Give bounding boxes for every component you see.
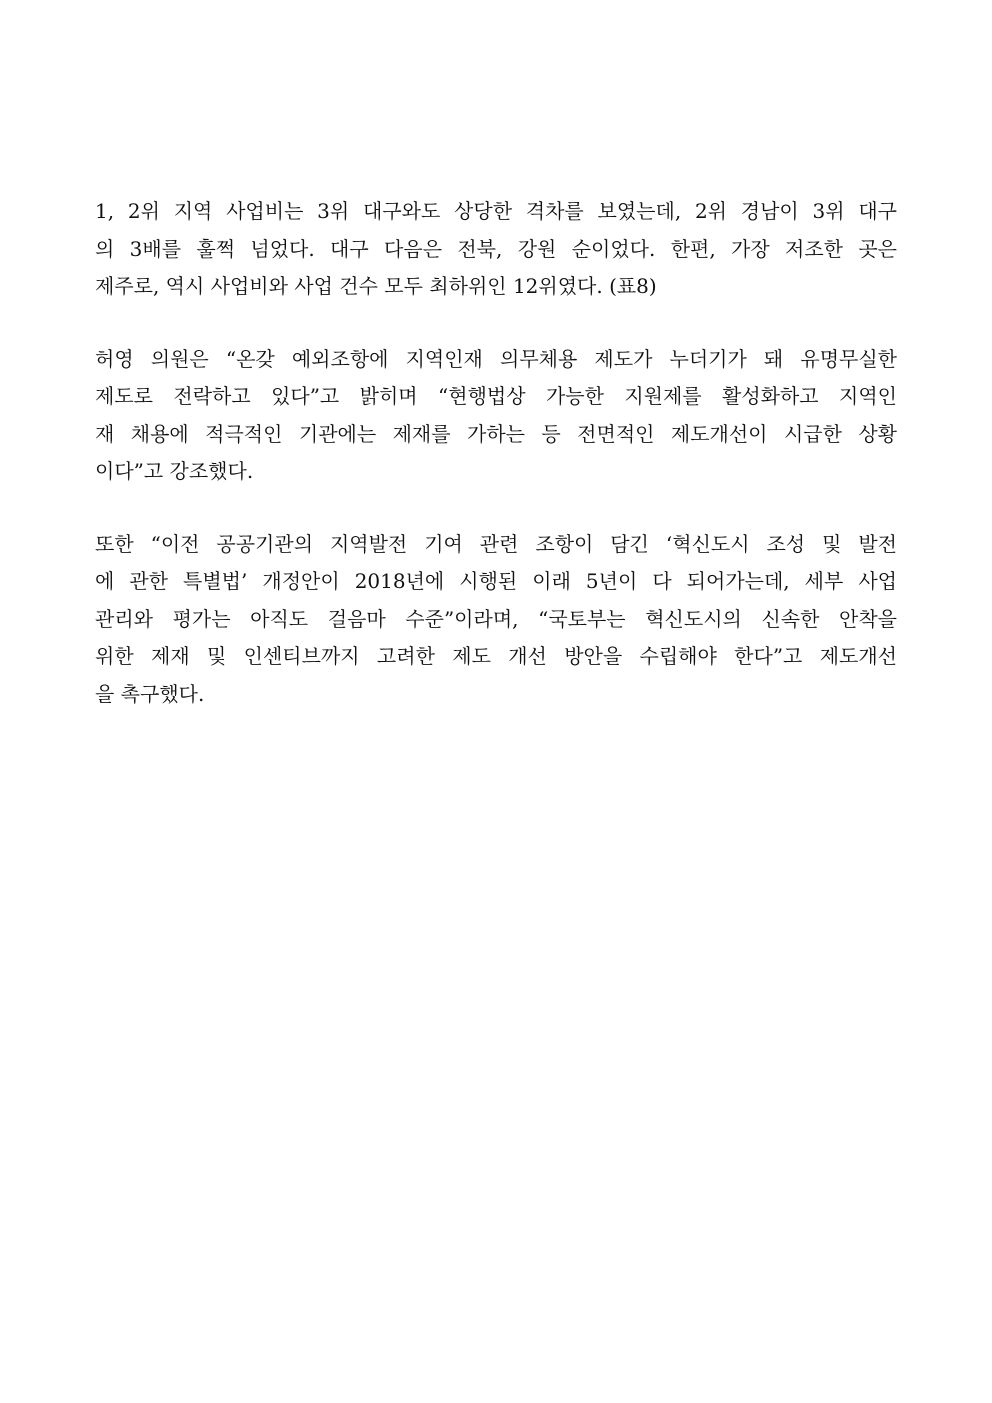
text-line: 제주로, 역시 사업비와 사업 건수 모두 최하위인 12위였다. (표8) <box>95 274 657 298</box>
document-body <box>95 193 897 748</box>
text-line: 의 3배를 훌쩍 넘었다. 대구 다음은 전북, 강원 순이었다. 한편, 가장 저조한 곳은 <box>95 236 897 261</box>
paragraph-policy-reform <box>95 526 897 714</box>
text-line: 위한 제재 및 인센티브까지 고려한 제도 개선 방안을 수립해야 한다”고 제도개선 <box>95 644 897 668</box>
text-line: 1, 2위 지역 사업비는 3위 대구와도 상당한 격차를 보였는데, 2위 경남이 3위 대구 <box>95 199 897 223</box>
text-line: 재 채용에 적극적인 기관에는 제재를 가하는 등 전면적인 제도개선이 시급한 상황 <box>95 421 897 446</box>
paragraph-regional-budget <box>95 193 897 306</box>
text-line: 제도로 전락하고 있다”고 밝히며 “현행법상 가능한 지원제를 활성화하고 지역인 <box>95 384 897 408</box>
text-line: 허영 의원은 “온갖 예외조항에 지역인재 의무체용 제도가 누더기가 돼 유명무실한 <box>95 346 897 371</box>
text-line: 에 관한 특별법’ 개정안이 2018년에 시행된 이래 5년이 다 되어가는데, 세부 사업 <box>95 569 897 593</box>
paragraph-lawmaker-quote <box>95 341 897 491</box>
text-line: 또한 “이전 공공기관의 지역발전 기여 관련 조항이 담긴 ‘혁신도시 조성 및 발전 <box>95 531 897 556</box>
text-line: 을 촉구했다. <box>95 681 205 706</box>
text-line: 이다”고 강조했다. <box>95 459 254 483</box>
text-line: 관리와 평가는 아직도 걸음마 수준”이라며, “국토부는 혁신도시의 신속한 안착을 <box>95 606 897 631</box>
